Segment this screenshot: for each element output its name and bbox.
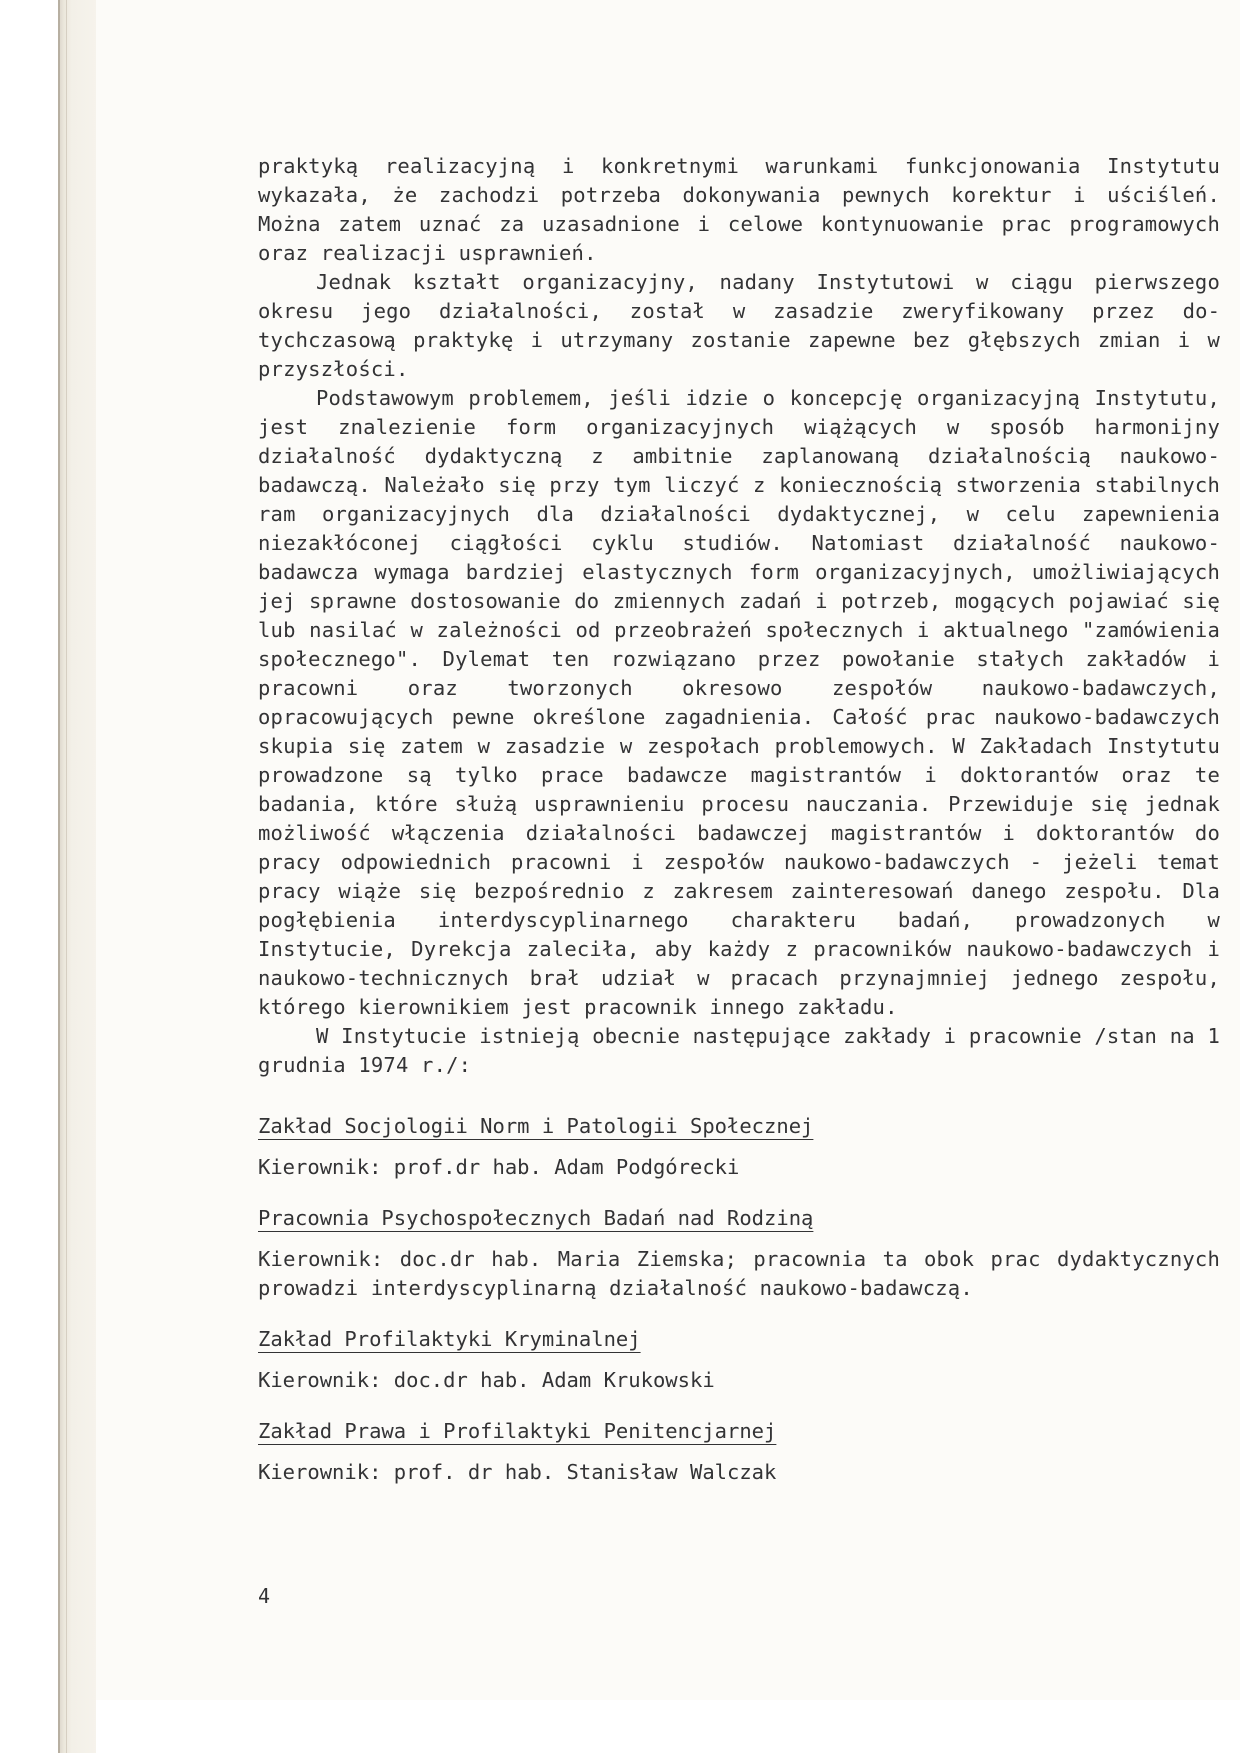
- department-entry: [258, 1204, 1220, 1303]
- department-head: Kierownik: doc.dr hab. Adam Krukowski: [258, 1368, 715, 1392]
- body-paragraph-1: praktyką realizacyjną i konkretnymi warunkami funkcjonowania Instytutu wykazała, że zachodzi potrzeba dokonywania pewnych korektur i uściśleń. Można zatem uznać za uzasadnione i celowe kontynuowanie prac programowych oraz realizacji usprawnień.: [258, 154, 1220, 265]
- department-name: Zakład Profilaktyki Kryminalnej: [258, 1327, 641, 1351]
- body-paragraph-4: W Instytucie istnieją obecnie następujące zakłady i pracownie /stan na 1 grudnia 1974 r./:: [258, 1024, 1220, 1077]
- page-number: 4: [258, 1584, 271, 1608]
- body-paragraph-2: Jednak kształt organizacyjny, nadany Instytutowi w ciągu pierwszego okresu jego działalności, został w zasadzie zweryfikowany przez dotychczasową praktykę i utrzymany zostanie zapewne bez głębszych zmian i w przyszłości.: [258, 270, 1220, 381]
- department-name: Zakład Socjologii Norm i Patologii Społecznej: [258, 1114, 814, 1138]
- department-head: Kierownik: doc.dr hab. Maria Ziemska; pracownia ta obok prac dydaktycznych prowadzi interdyscyplinarną działalność naukowo-badawczą.: [258, 1247, 1220, 1300]
- scan-bottom-margin: [96, 1700, 1240, 1753]
- page-content: [258, 152, 1220, 1509]
- binding-edge-line: [58, 0, 60, 1753]
- department-head: Kierownik: prof.dr hab. Adam Podgórecki: [258, 1155, 740, 1179]
- body-paragraph-3: Podstawowym problemem, jeśli idzie o koncepcję organizacyjną Instytutu, jest znalezienie form organizacyjnych wiążących w sposób harmonijny działalność dydaktyczną z ambitnie zaplanowaną działalnością naukowo-badawczą. Należało się przy tym liczyć z koniecznością stworzenia stabilnych ram organizacyjnych dla działalności dydaktycznej, w celu zapewnienia niezakłóconej ciągłości cyklu studiów. Natomiast działalność naukowo-badawcza wymaga bardziej elastycznych form organizacyjnych, umożliwiających jej sprawne dostosowanie do zmiennych zadań i potrzeb, mogących pojawiać się lub nasilać w zależności od przeobrażeń społecznych i aktualnego "zamówienia społecznego". Dylemat ten rozwiązano przez powołanie stałych zakładów i pracowni oraz tworzonych okresowo zespołów naukowo-badawczych, opracowujących pewne określone zagadnienia. Całość prac naukowo-badawczych skupia się zatem w zasadzie w zespołach problemowych. W Zakładach Instytutu prowadzone są tylko prace badawcze magistrantów i doktorantów oraz te badania, które służą usprawnieniu procesu nauczania. Przewiduje się jednak możliwość włączenia działalności badawczej magistrantów i doktorantów do pracy odpowiednich pracowni i zespołów naukowo-badawczych - jeżeli temat pracy wiąże się bezpośrednio z zakresem zainteresowań danego zespołu. Dla pogłębienia interdyscyplinarnego charakteru badań, prowadzonych w Instytucie, Dyrekcja zaleciła, aby każdy z pracowników naukowo-badawczych i naukowo-technicznych brał udział w pracach przynajmniej jednego zespołu, którego kierownikiem jest pracownik innego zakładu.: [258, 386, 1220, 1019]
- department-head: Kierownik: prof. dr hab. Stanisław Walczak: [258, 1460, 777, 1484]
- department-name: Pracownia Psychospołecznych Badań nad Rodziną: [258, 1206, 814, 1230]
- department-entry: [258, 1112, 1220, 1182]
- department-entry: [258, 1417, 1220, 1487]
- binding-edge-line-inner: [66, 0, 67, 1753]
- department-name: Zakład Prawa i Profilaktyki Penitencjarnej: [258, 1419, 777, 1443]
- department-entry: [258, 1325, 1220, 1395]
